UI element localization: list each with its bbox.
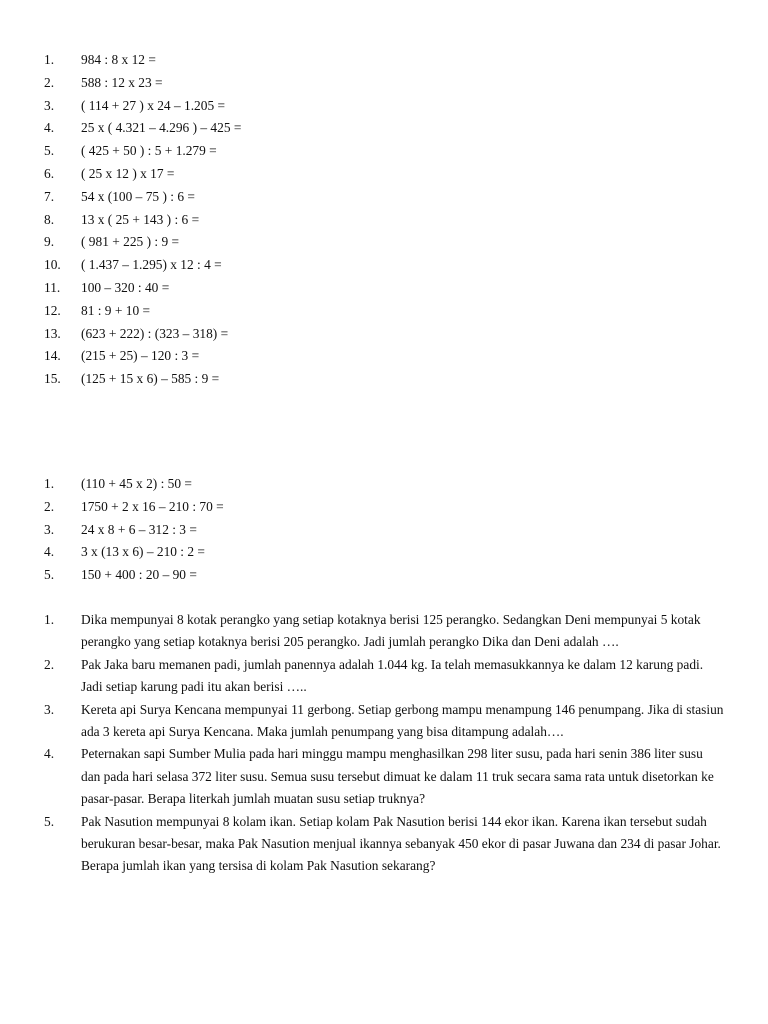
item-text: 984 : 8 x 12 =	[81, 52, 156, 67]
item-number: 4.	[44, 120, 55, 136]
list-item	[44, 209, 724, 232]
list-item	[44, 541, 724, 564]
item-number: 1.	[44, 476, 55, 491]
list-item	[44, 140, 724, 163]
item-text: (110 + 45 x 2) : 50 =	[81, 476, 192, 491]
item-text: (215 + 25) – 120 : 3 =	[81, 348, 200, 364]
item-number: 6.	[44, 165, 55, 181]
item-number: 13.	[44, 325, 61, 341]
item-text: ( 114 + 27 ) x 24 – 1.205 =	[81, 97, 226, 113]
item-text: ( 425 + 50 ) : 5 + 1.279 =	[81, 143, 217, 159]
item-text: Peternakan sapi Sumber Mulia pada hari minggu mampu menghasilkan 298 liter susu, pada hari senin 386 liter susu dan pada hari selasa 372 liter susu. Semua susu tersebut dimuat ke dalam 11 truk secara sama rata untuk disetorkan ke pasar-pasar. Berapa literkah jumlah muatan susu setiap truknya?	[81, 746, 714, 807]
list-item	[44, 277, 724, 300]
item-number: 5.	[44, 813, 55, 829]
item-text: 100 – 320 : 40 =	[81, 279, 170, 295]
item-text: ( 25 x 12 ) x 17 =	[81, 165, 175, 181]
list-item	[44, 654, 724, 699]
item-number: 14.	[44, 348, 61, 364]
list-item	[44, 368, 724, 391]
item-text: 54 x (100 – 75 ) : 6 =	[81, 188, 195, 204]
list-item	[44, 95, 724, 118]
item-text: 24 x 8 + 6 – 312 : 3 =	[81, 521, 197, 537]
list-item	[44, 231, 724, 254]
item-text: 1750 + 2 x 16 – 210 : 70 =	[81, 498, 224, 514]
item-number: 2.	[44, 74, 55, 90]
list-item	[44, 564, 724, 587]
item-text: ( 981 + 225 ) : 9 =	[81, 234, 180, 250]
item-text: 81 : 9 + 10 =	[81, 302, 151, 318]
item-number: 11.	[44, 279, 61, 295]
item-number: 3.	[44, 521, 55, 537]
item-number: 2.	[44, 656, 55, 672]
list-item	[44, 811, 724, 878]
item-number: 4.	[44, 544, 55, 560]
item-number: 4.	[44, 746, 55, 762]
item-text: Kereta api Surya Kencana mempunyai 11 gerbong. Setiap gerbong mampu menampung 146 penumpang. Jika di stasiun ada 3 kereta api Surya Kencana. Maka jumlah penumpang yang bisa ditampung adalah….	[81, 701, 724, 740]
item-text: 150 + 400 : 20 – 90 =	[81, 567, 197, 583]
list-item	[44, 743, 724, 810]
list-item	[44, 117, 724, 140]
item-text: 13 x ( 25 + 143 ) : 6 =	[81, 211, 200, 227]
list-item	[44, 49, 724, 72]
item-number: 15.	[44, 371, 61, 387]
item-number: 9.	[44, 234, 55, 250]
list-item	[44, 473, 724, 496]
item-number: 3.	[44, 97, 55, 113]
item-number: 10.	[44, 257, 61, 273]
item-number: 2.	[44, 498, 55, 514]
item-number: 5.	[44, 567, 55, 583]
item-text: ( 1.437 – 1.295) x 12 : 4 =	[81, 257, 222, 273]
item-number: 1.	[44, 612, 55, 627]
list-item	[44, 254, 724, 277]
item-text: (125 + 15 x 6) – 585 : 9 =	[81, 371, 220, 387]
list-item	[44, 300, 724, 323]
item-text: 3 x (13 x 6) – 210 : 2 =	[81, 544, 205, 560]
item-number: 8.	[44, 211, 55, 227]
list-item	[44, 519, 724, 542]
word-problems-list	[44, 609, 724, 878]
item-text: Pak Nasution mempunyai 8 kolam ikan. Setiap kolam Pak Nasution berisi 144 ekor ikan. Karena ikan tersebut sudah berukuran besar-besar, maka Pak Nasution menjual ikannya sebanyak 450 ekor di pasar Juwana dan 234 di pasar Johar. Berapa jumlah ikan yang tersisa di kolam Pak Nasution sekarang?	[81, 813, 721, 874]
list-item	[44, 496, 724, 519]
item-text: Dika mempunyai 8 kotak perangko yang setiap kotaknya berisi 125 perangko. Sedangkan Deni mempunyai 5 kotak perangko yang setiap kotaknya berisi 205 perangko. Jadi jumlah perangko Dika dan Deni adalah ….	[81, 612, 701, 650]
list-item	[44, 609, 724, 654]
list-item	[44, 345, 724, 368]
item-number: 1.	[44, 52, 55, 67]
arithmetic-exercises-list	[44, 49, 724, 391]
list-item	[44, 323, 724, 346]
list-item	[44, 163, 724, 186]
item-number: 7.	[44, 188, 55, 204]
item-number: 5.	[44, 143, 55, 159]
list-item	[44, 186, 724, 209]
list-item	[44, 699, 724, 744]
item-text: 25 x ( 4.321 – 4.296 ) – 425 =	[81, 120, 242, 136]
item-number: 3.	[44, 701, 55, 717]
item-number: 12.	[44, 302, 61, 318]
mixed-operations-list	[44, 473, 724, 587]
list-item	[44, 72, 724, 95]
item-text: (623 + 222) : (323 – 318) =	[81, 325, 229, 341]
item-text: Pak Jaka baru memanen padi, jumlah panennya adalah 1.044 kg. Ia telah memasukkannya ke dalam 12 karung padi. Jadi setiap karung padi itu akan berisi …..	[81, 656, 704, 695]
item-text: 588 : 12 x 23 =	[81, 74, 163, 90]
